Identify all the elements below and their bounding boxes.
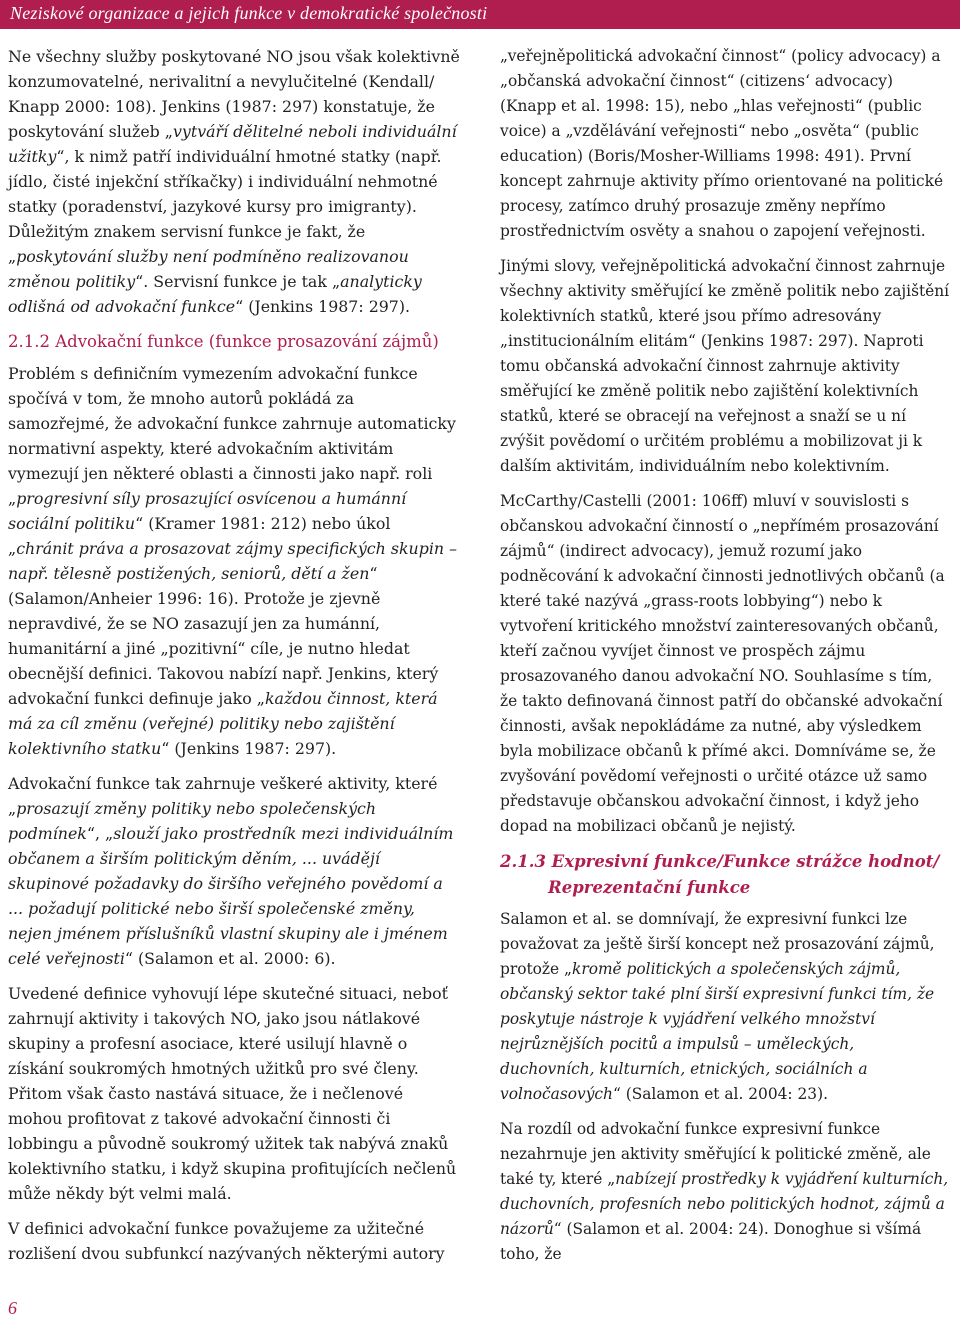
text-run: Ne všechny služby poskytované NO jsou však kolektivně konzumovatelné, nerivalitní a nevylučitelné (Kendall/ Knapp 2000: 108). Jenkins (1987: 297) konstatuje, že poskytování služeb „ [8,47,460,141]
quote: každou činnost, která má za cíl změnu (veřejné) politiky nebo zajištění kolektivního statku [8,689,438,758]
quote: poskytování služby není podmíněno realizovanou změnou politiky [8,247,409,291]
page-number: 6 [8,1298,17,1318]
paragraph [8,771,460,971]
section-heading-2-1-3 [500,849,952,901]
text-run: Problém s definičním vymezením advokační funkce spočívá v tom, že mnoho autorů pokládá za samozřejmé, že advokační funkce zahrnuje automaticky normativní aspekty, které advokačním aktivitám vymezují jen některé oblasti a činnosti jako např. roli „ [8,364,456,508]
left-column [8,44,460,1276]
text-run: Salamon et al. se domnívají, že expresivní funkci lze považovat za ještě širší koncept než prosazování zájmů, protože „ [500,910,935,978]
quote: progresivní síly prosazující osvícenou a humánní sociální politiku [8,489,407,533]
text-run: Advokační funkce tak zahrnuje veškeré aktivity, které „ [8,774,438,818]
heading-line: Reprezentační funkce [548,878,751,897]
text-run: “ (Salamon et al. 2004: 24). Donoghue si všímá toho, že [500,1220,922,1263]
text-run: Na rozdíl od advokační funkce expresivní funkce nezahrnuje jen aktivity směřující k politické změně, ale také ty, které „ [500,1120,931,1188]
running-header-bar [0,0,960,29]
text-run: V definici advokační funkce považujeme za užitečné rozlišení dvou subfunkcí nazývaných některými autory [8,1219,445,1263]
paragraph [8,44,460,319]
quote: vytváří dělitelné neboli individuální užitky [8,122,457,166]
paragraph [500,254,952,479]
text-run: „veřejněpolitická advokační činnost“ (policy advocacy) a „občanská advokační činnost“ (citizens‘ advocacy) (Knapp et al. 1998: 15), nebo „hlas veřejnosti“ (public voice) a „vzdělávání veřejnosti“ nebo „osvěta“ (public education) (Boris/Mosher-Williams 1998: 491). První koncept zahrnuje aktivity přímo orientované na politické procesy, zatímco druhý prosazuje změny nepřímo prostřednictvím osvěty a snahou o zapojení veřejnosti. [500,47,944,240]
paragraph [500,907,952,1107]
running-header: Neziskové organizace a jejich funkce v demokratické společnosti [10,3,488,23]
paragraph [8,361,460,761]
section-heading-2-1-2: 2.1.2 Advokační funkce (funkce prosazování zájmů) [8,332,439,351]
quote: analyticky odlišná od advokační funkce [8,272,422,316]
quote: chránit práva a prosazovat zájmy specifických skupin – např. tělesně postižených, seniorů, dětí a žen [8,539,457,583]
paragraph [8,1216,460,1266]
right-column [500,44,952,1277]
text-run: “ (Jenkins 1987: 297). [161,739,337,758]
text-run: “ (Salamon et al. 2004: 23). [612,1085,828,1103]
paragraph [8,981,460,1206]
text-run: “. Servisní funkce je tak „ [135,272,341,291]
text-run: McCarthy/Castelli (2001: 106ff) mluví v souvislosti s občanskou advokační činností o „nepřímém prosazování zájmů“ (indirect advocacy), jemuž rozumí jako podněcování k advokační činnosti jednotlivých občanů (a které také nazývá „grass-roots lobbying“) nebo k vytvoření kritického množství zainteresovaných občanů, kteří začnou vyvíjet činnost ve prospěch zájmu prosazovaného danou advokační NO. Souhlasíme s tím, že takto definovaná činnost patří do občanské advokační činnosti, avšak nepokládáme za nutné, aby výsledkem byla mobilizace občanů k přímé akci. Domníváme se, že zvyšování povědomí veřejnosti o určité otázce už samo představuje občanskou advokační činnost, i když jeho dopad na mobilizaci občanů je nejistý. [500,492,945,835]
text-run: “ (Salamon/Anheier 1996: 16). Protože je zjevně nepravdivé, že se NO zasazují jen za humánní, humanitární a jiné „pozitivní“ cíle, je nutno hledat obecnější definici. Takovou nabízí např. Jenkins, který advokační funkci definuje jako „ [8,564,439,708]
paragraph [500,489,952,839]
paragraph [500,1117,952,1267]
text-run: Jinými slovy, veřejněpolitická advokační činnost zahrnuje všechny aktivity směřující ke změně politik nebo zajištění kolektivních statků, které jsou přímo adresovány „institucionálním elitám“ (Jenkins 1987: 297). Naproti tomu občanská advokační činnost zahrnuje aktivity směřující ke změně politik nebo zajištění kolektivních statků, které se obracejí na veřejnost a snaží se u ní zvýšit povědomí o určitém problému a mobilizovat ji k dalším aktivitám, individuálním nebo kolektivním. [500,257,950,475]
quote: slouží jako prostředník mezi individuálním občanem a širším politickým děním, ... uvádějí skupinové požadavky do širšího veřejného povědomí a ... požadují politické nebo širší společenské změny, nejen jménem příslušníků vlastní skupiny ale i jménem celé veřejnosti [8,824,454,968]
quote: prosazují změny politiky nebo společenských podmínek [8,799,377,843]
text-run: “, k nimž patří individuální hmotné statky (např. jídlo, čisté injekční stříkačky) i individuální nehmotné statky (poradenství, jazykové kursy pro imigranty). Důležitým znakem servisní funkce je fakt, že „ [8,147,442,266]
paragraph [500,44,952,244]
text-run: “ (Kramer 1981: 212) nebo úkol „ [8,514,391,558]
text-run: “, „ [86,824,114,843]
text-run: “ (Salamon et al. 2000: 6). [124,949,336,968]
text-run: “ (Jenkins 1987: 297). [235,297,411,316]
text-run: Uvedené definice vyhovují lépe skutečné situaci, neboť zahrnují aktivity i takových NO, jako jsou nátlakové skupiny a profesní asociace, které usilují hlavně o získání soukromých hmotných užitků pro své členy. Přitom však často nastává situace, že i nečlenové mohou profitovat z takové advokační činnosti či lobbingu a původně soukromý užitek tak nabývá znaků kolektivního statku, i když skupina profitujících nečlenů může někdy být velmi malá. [8,984,457,1203]
heading-line: 2.1.3 Expresivní funkce/Funkce strážce hodnot/ [500,852,940,871]
quote: nabízejí prostředky k vyjádření kulturních, duchovních, profesních nebo politických hodnot, zájmů a názorů [500,1170,949,1238]
quote: kromě politických a společenských zájmů, občanský sektor také plní širší expresivní funkci tím, že poskytuje nástroje k vyjádření velkého množství nejrůznějších pocitů a impulsů – uměleckých, duchovních, kulturních, etnických, sociálních a volnočasových [500,960,935,1103]
